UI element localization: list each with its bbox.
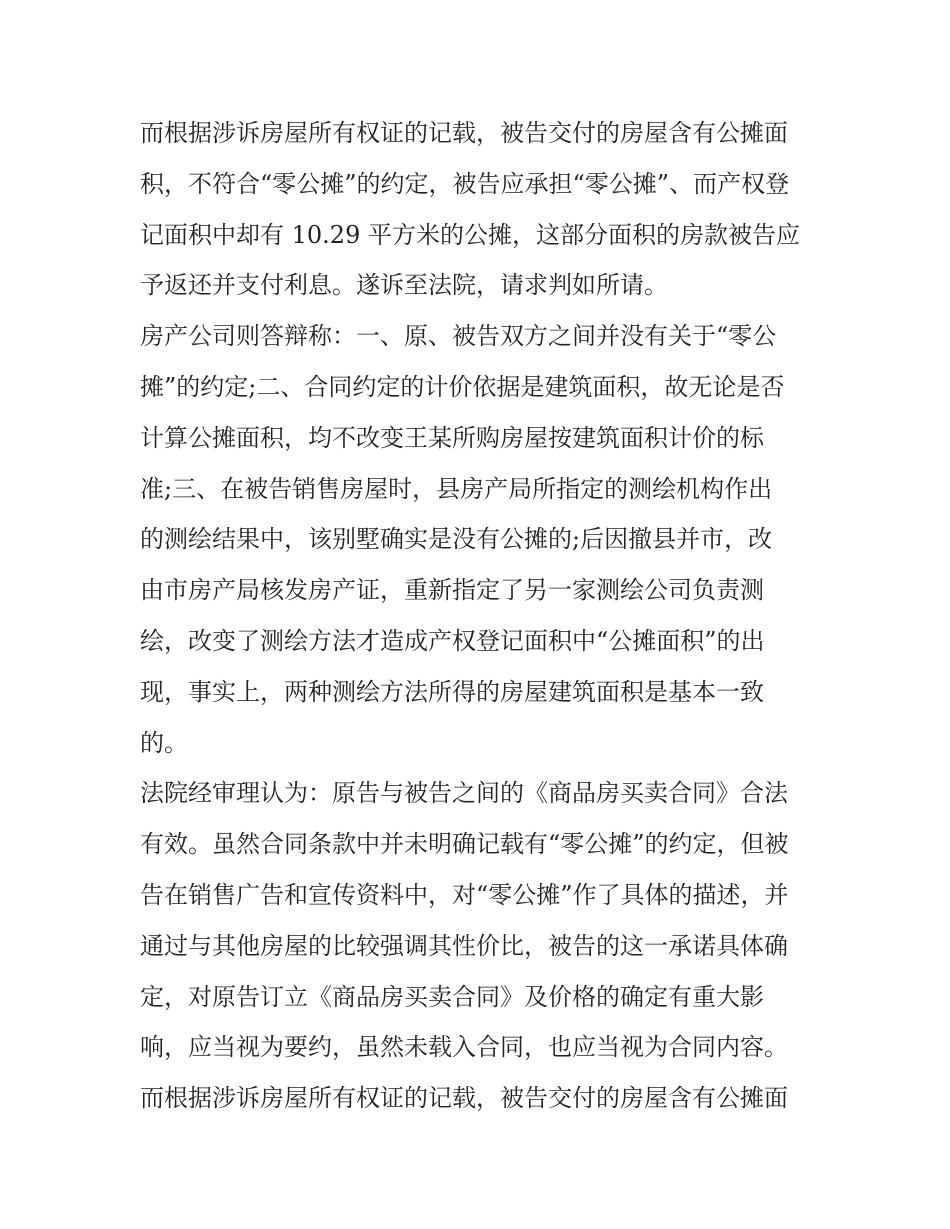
text-line-4: 予返还并支付利息。遂诉至法院，请求判如所请。 <box>140 271 668 300</box>
text-line-16: 告在销售广告和宣传资料中，对“零公摊”作了具体的描述，并 <box>140 880 789 909</box>
text-line-15: 有效。虽然合同条款中并未明确记载有“零公摊”的约定，但被 <box>140 830 789 859</box>
document-body <box>140 108 830 1124</box>
text-line-12: 现，事实上，两种测绘方法所得的房屋建筑面积是基本一致 <box>140 677 764 706</box>
text-line-6: 摊”的约定;二、合同约定的计价依据是建筑面积，故无论是否 <box>140 372 785 401</box>
text-line-2: 积，不符合“零公摊”的约定，被告应承担“零公摊”、而产权登 <box>140 169 790 198</box>
text-line-7: 计算公摊面积，均不改变王某所购房屋按建筑面积计价的标 <box>140 423 764 452</box>
text-line-5: 房产公司则答辩称：一、原、被告双方之间并没有关于“零公 <box>140 322 777 351</box>
text-line-13: 的。 <box>140 728 188 757</box>
text-line-18: 定，对原告订立《商品房买卖合同》及价格的确定有重大影 <box>140 982 764 1011</box>
text-line-14: 法院经审理认为：原告与被告之间的《商品房买卖合同》合法 <box>140 779 788 808</box>
text-line-8: 准;三、在被告销售房屋时，县房产局所指定的测绘机构作出 <box>140 474 773 503</box>
text-line-17: 通过与其他房屋的比较强调其性价比，被告的这一承诺具体确 <box>140 931 788 960</box>
text-line-11: 绘，改变了测绘方法才造成产权登记面积中“公摊面积”的出 <box>140 626 765 655</box>
text-line-10: 由市房产局核发房产证，重新指定了另一家测绘公司负责测 <box>140 576 764 605</box>
text-line-3: 记面积中却有 10.29 平方米的公摊，这部分面积的房款被告应 <box>140 220 800 249</box>
text-line-9: 的测绘结果中，该别墅确实是没有公摊的;后因撤县并市，改 <box>140 525 773 554</box>
text-line-20: 而根据涉诉房屋所有权证的记载，被告交付的房屋含有公摊面 <box>140 1084 788 1113</box>
text-line-1: 而根据涉诉房屋所有权证的记载，被告交付的房屋含有公摊面 <box>140 119 788 147</box>
text-line-19: 响，应当视为要约，虽然未载入合同，也应当视为合同内容。 <box>140 1033 788 1062</box>
